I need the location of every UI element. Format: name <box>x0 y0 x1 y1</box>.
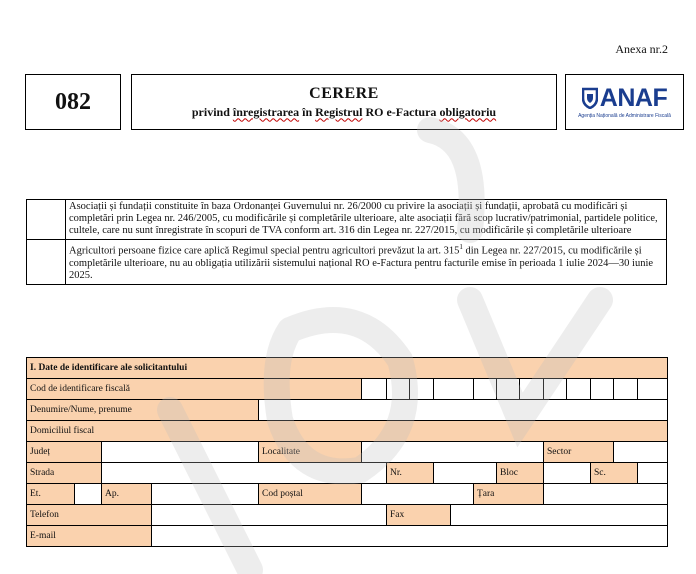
number-field[interactable] <box>434 463 497 484</box>
cif-label: Cod de identificare fiscală <box>27 379 362 400</box>
country-field[interactable] <box>544 484 668 505</box>
cif-digit-2[interactable] <box>387 379 410 400</box>
postal-code-label: Cod poștal <box>259 484 362 505</box>
fax-field[interactable] <box>451 505 668 526</box>
section-header-row <box>27 358 668 379</box>
county-field[interactable] <box>102 442 259 463</box>
category-row <box>27 240 667 285</box>
block-label: Bloc <box>497 463 544 484</box>
cif-digit-11[interactable] <box>614 379 638 400</box>
cif-digit-9[interactable] <box>567 379 591 400</box>
form-title-box <box>131 74 557 130</box>
phone-row <box>27 505 668 526</box>
locality-label: Localitate <box>259 442 362 463</box>
section-title: I. Date de identificare ale solicitantului <box>27 358 668 379</box>
postal-code-field[interactable] <box>362 484 474 505</box>
anaf-logo-box <box>565 74 684 130</box>
category-checkbox[interactable] <box>27 200 66 240</box>
name-label: Denumire/Nume, prenume <box>27 400 259 421</box>
street-label: Strada <box>27 463 102 484</box>
identification-form <box>26 357 668 547</box>
cif-digit-5[interactable] <box>474 379 497 400</box>
category-row <box>27 200 667 240</box>
floor-field[interactable] <box>75 484 102 505</box>
floor-row <box>27 484 668 505</box>
number-label: Nr. <box>387 463 434 484</box>
cif-digit-1[interactable] <box>362 379 387 400</box>
email-field[interactable] <box>152 526 668 547</box>
cif-digit-10[interactable] <box>591 379 614 400</box>
shield-icon <box>582 87 598 109</box>
form-code: 082 <box>55 88 91 115</box>
apartment-field[interactable] <box>152 484 259 505</box>
staircase-field[interactable] <box>638 463 668 484</box>
email-row <box>27 526 668 547</box>
country-label: Țara <box>474 484 544 505</box>
form-subtitle: privind înregistrarea în Registrul RO e-Factura obligatoriu <box>191 104 497 119</box>
cif-row <box>27 379 668 400</box>
name-row <box>27 400 668 421</box>
fax-label: Fax <box>387 505 451 526</box>
cif-digit-4[interactable] <box>434 379 474 400</box>
street-row <box>27 463 668 484</box>
phone-label: Telefon <box>27 505 152 526</box>
cif-digit-8[interactable] <box>544 379 567 400</box>
block-field[interactable] <box>544 463 591 484</box>
sector-field[interactable] <box>614 442 668 463</box>
phone-field[interactable] <box>152 505 387 526</box>
applicant-category-table <box>26 199 667 285</box>
apartment-label: Ap. <box>102 484 152 505</box>
domicile-row <box>27 421 668 442</box>
form-code-box <box>25 74 121 130</box>
street-field[interactable] <box>102 463 387 484</box>
annex-label: Anexa nr.2 <box>615 42 668 56</box>
category-text: Agricultori persoane fizice care aplică Regimul special pentru agricultori prevăzut la art. $315^1$ din Legea nr. 227/2015, cu modificările și completările ulterioare, nu au obligația utilizării sistemului național RO e-Factura pentru facturile emise în perioada 1 iulie 2024—30 iunie 2025. <box>66 240 667 285</box>
anaf-logo: ANAF <box>599 83 668 112</box>
name-field[interactable] <box>259 400 668 421</box>
cif-digit-6[interactable] <box>497 379 520 400</box>
category-text: Asociații și fundații constituite în baza Ordonanței Guvernului nr. 26/2000 cu privire la asociații și fundații, aprobată cu modificări și completări prin Legea nr. 246/2005, cu modificările și completările ulterioare, alte asociații fără scop lucrativ/patrimonial, partidele politice, cultele, care nu sunt înregistrate în scopuri de TVA conform art. 316 din Legea nr. 227/2015, cu modificările și completările ulterioare <box>66 200 667 240</box>
floor-label: Et. <box>27 484 75 505</box>
staircase-label: Sc. <box>591 463 638 484</box>
cif-digit-12[interactable] <box>638 379 668 400</box>
cif-digit-7[interactable] <box>520 379 544 400</box>
county-row <box>27 442 668 463</box>
anaf-logo-subtitle: Agenția Națională de Administrare Fiscală <box>578 112 671 119</box>
email-label: E-mail <box>27 526 152 547</box>
county-label: Județ <box>27 442 102 463</box>
form-title: CERERE <box>309 84 379 102</box>
locality-field[interactable] <box>362 442 544 463</box>
category-checkbox[interactable] <box>27 240 66 285</box>
cif-digit-3[interactable] <box>410 379 434 400</box>
sector-label: Sector <box>544 442 614 463</box>
domicile-label: Domiciliul fiscal <box>27 421 668 442</box>
